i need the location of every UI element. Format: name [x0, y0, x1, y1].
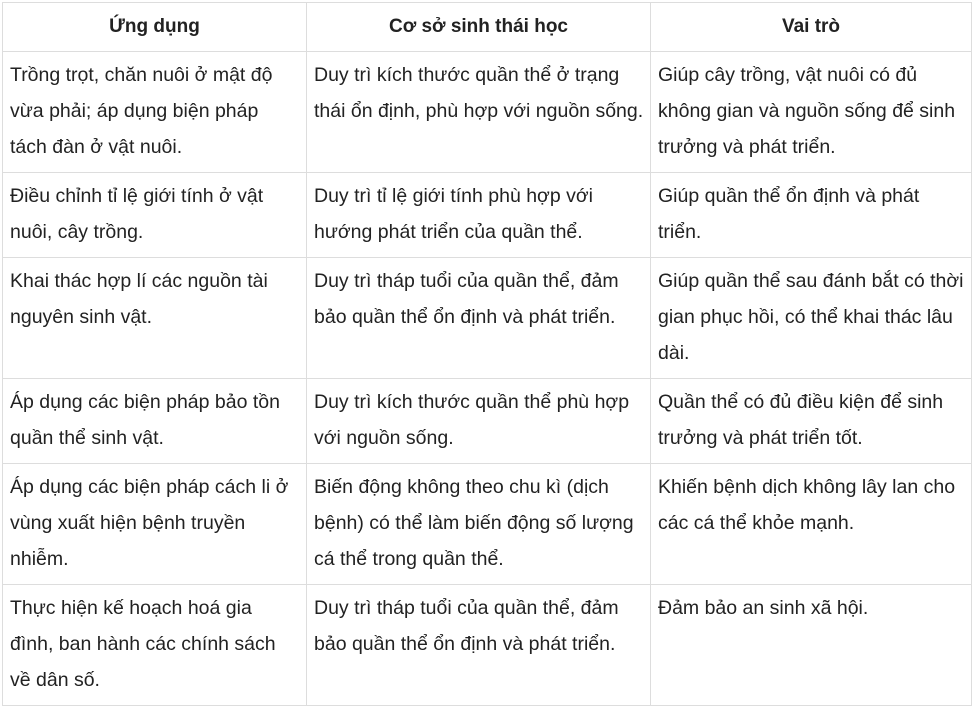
- cell-role: Đảm bảo an sinh xã hội.: [651, 585, 972, 706]
- cell-application: Thực hiện kế hoạch hoá gia đình, ban hành các chính sách về dân số.: [3, 585, 307, 706]
- table-row: [3, 258, 972, 379]
- cell-application: Khai thác hợp lí các nguồn tài nguyên sinh vật.: [3, 258, 307, 379]
- cell-application: Áp dụng các biện pháp cách li ở vùng xuất hiện bệnh truyền nhiễm.: [3, 464, 307, 585]
- header-ecological-basis: Cơ sở sinh thái học: [307, 3, 651, 52]
- cell-ecological-basis: Duy trì tháp tuổi của quần thể, đảm bảo quần thể ổn định và phát triển.: [307, 585, 651, 706]
- table-row: [3, 379, 972, 464]
- header-application: Ứng dụng: [3, 3, 307, 52]
- cell-role: Khiến bệnh dịch không lây lan cho các cá thể khỏe mạnh.: [651, 464, 972, 585]
- cell-role: Giúp quần thể sau đánh bắt có thời gian phục hồi, có thể khai thác lâu dài.: [651, 258, 972, 379]
- header-role: Vai trò: [651, 3, 972, 52]
- cell-ecological-basis: Duy trì tháp tuổi của quần thể, đảm bảo quần thể ổn định và phát triển.: [307, 258, 651, 379]
- ecology-application-table: [2, 2, 972, 706]
- cell-role: Giúp quần thể ổn định và phát triển.: [651, 173, 972, 258]
- table-row: [3, 464, 972, 585]
- cell-application: Trồng trọt, chăn nuôi ở mật độ vừa phải; áp dụng biện pháp tách đàn ở vật nuôi.: [3, 52, 307, 173]
- cell-ecological-basis: Duy trì tỉ lệ giới tính phù hợp với hướng phát triển của quần thể.: [307, 173, 651, 258]
- cell-ecological-basis: Duy trì kích thước quần thể phù hợp với nguồn sống.: [307, 379, 651, 464]
- cell-application: Áp dụng các biện pháp bảo tồn quần thể sinh vật.: [3, 379, 307, 464]
- cell-ecological-basis: Biến động không theo chu kì (dịch bệnh) có thể làm biến động số lượng cá thể trong quần thể.: [307, 464, 651, 585]
- cell-role: Giúp cây trồng, vật nuôi có đủ không gian và nguồn sống để sinh trưởng và phát triển.: [651, 52, 972, 173]
- header-row: [3, 3, 972, 52]
- table-row: [3, 52, 972, 173]
- cell-application: Điều chỉnh tỉ lệ giới tính ở vật nuôi, cây trồng.: [3, 173, 307, 258]
- cell-ecological-basis: Duy trì kích thước quần thể ở trạng thái ổn định, phù hợp với nguồn sống.: [307, 52, 651, 173]
- cell-role: Quần thể có đủ điều kiện để sinh trưởng và phát triển tốt.: [651, 379, 972, 464]
- table-row: [3, 585, 972, 706]
- table-row: [3, 173, 972, 258]
